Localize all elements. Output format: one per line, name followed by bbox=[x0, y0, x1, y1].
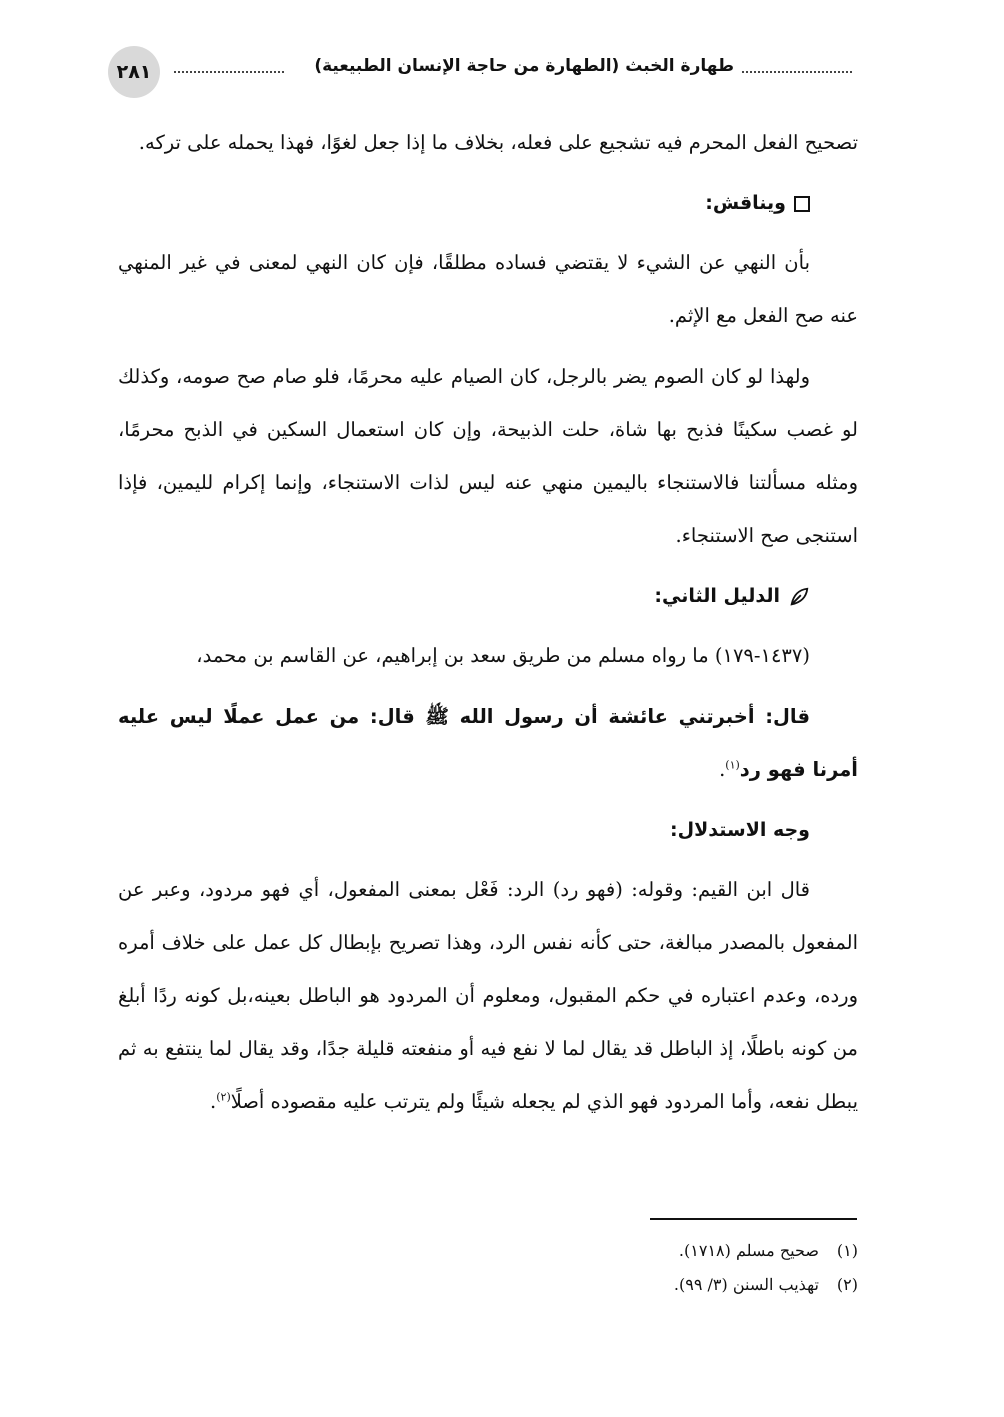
footnote-number: (٢) bbox=[836, 1275, 858, 1294]
header-dots-right bbox=[742, 71, 852, 73]
footnote-ref: (١) bbox=[725, 758, 740, 772]
paragraph: تصحيح الفعل المحرم فيه تشجيع على فعله، بخلاف ما إذا جعل لغوًا، فهذا يحمله على تركه. bbox=[138, 131, 858, 154]
heading-second-evidence bbox=[118, 570, 858, 623]
running-header-title: طهارة الخبث (الطهارة من حاجة الإنسان الطبيعية) bbox=[314, 56, 734, 76]
heading-objection-label: ويناقش: bbox=[705, 192, 786, 214]
hadith-text bbox=[118, 690, 858, 796]
footnote-text: تهذيب السنن (٣/ ٩٩). bbox=[673, 1275, 819, 1294]
footnote bbox=[118, 1234, 858, 1268]
header-dots-left bbox=[174, 71, 284, 73]
period: . bbox=[210, 1090, 217, 1113]
page-number: ٢٨١ bbox=[108, 46, 160, 98]
running-header bbox=[108, 46, 852, 96]
footnotes bbox=[118, 1234, 858, 1302]
checkbox-icon bbox=[794, 196, 810, 212]
paragraph: بأن النهي عن الشيء لا يقتضي فساده مطلقًا، فإن كان النهي لمعنى في غير المنهي عنه صح الفعل مع الإثم. bbox=[118, 251, 858, 327]
footnote-divider bbox=[650, 1218, 857, 1220]
footnote-text: صحيح مسلم (١٧١٨). bbox=[678, 1241, 819, 1260]
hadith-bold-text: قال: أخبرتني عائشة أن رسول الله ﷺ قال: من عمل عملًا ليس عليه أمرنا فهو رد bbox=[118, 705, 858, 781]
paragraph bbox=[118, 863, 858, 1128]
period: . bbox=[719, 758, 726, 781]
heading-second-evidence-label: الدليل الثاني: bbox=[654, 585, 780, 607]
footnote-ref: (٢) bbox=[216, 1090, 231, 1104]
heading-inference-label: وجه الاستدلال: bbox=[670, 819, 810, 841]
main-text bbox=[118, 116, 858, 1136]
heading-inference bbox=[118, 804, 858, 857]
hadith-chain: (١٤٣٧-١٧٩) ما رواه مسلم من طريق سعد بن إبراهيم، عن القاسم بن محمد، bbox=[196, 644, 810, 667]
footnote bbox=[118, 1268, 858, 1302]
leaf-icon bbox=[788, 586, 810, 608]
paragraph-text: قال ابن القيم: وقوله: (فهو رد) الرد: فَعْل بمعنى المفعول، أي فهو مردود، وعبر عن المفعول بالمصدر مبالغة، حتى كأنه نفس الرد، وهذا تصريح بإبطال كل عمل على خلاف أمره ورده، وعدم اعتباره في حكم المقبول، ومعلوم أن المردود هو الباطل بعينه،بل كونه ردًا أبلغ من كونه باطلًا، إذ الباطل قد يقال لما لا نفع فيه أو منفعته قليلة جدًا، وقد يقال لما ينتفع به ثم يبطل نفعه، وأما المردود فهو الذي لم يجعله شيئًا ولم يترتب عليه مقصوده أصلًا bbox=[118, 878, 858, 1113]
footnote-number: (١) bbox=[836, 1241, 858, 1260]
heading-objection bbox=[118, 177, 858, 230]
paragraph: ولهذا لو كان الصوم يضر بالرجل، كان الصيام عليه محرمًا، فلو صام صح صومه، وكذلك لو غصب سكينًا فذبح بها شاة، حلت الذبيحة، وإن كان استعمال السكين في الذبح محرمًا، ومثله مسألتنا فالاستنجاء باليمين منهي عنه ليس لذات الاستنجاء، وإنما إكرام لليمين، فإذا استنجى صح الاستنجاء. bbox=[118, 365, 858, 547]
